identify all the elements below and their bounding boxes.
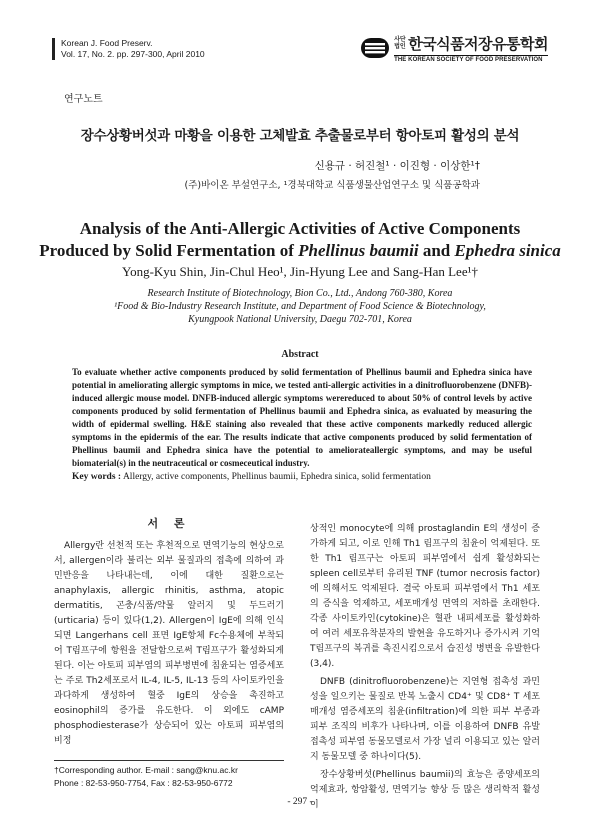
page-number: - 297 - [287,797,313,807]
society-header [360,33,548,63]
society-logo-icon [360,35,390,61]
species-name: Phellinus baumii [298,241,419,260]
body-column-left [54,510,284,752]
body-paragraph: DNFB (dinitrofluorobenzene)는 지연형 접촉성 과민성을 일으키는 물질로 반복 노출시 CD4⁺ 및 CD8⁺ T 세포 매개성 염증세포의 침윤(infiltration)에 의한 피부 부종과 피부 조직의 비후가 나타나며, 이를 이용하여 DNFB 유발 접촉성 피부염 동물모델로서 가장 널리 이용되고 있는 알러지 동물모델 중 하나이다(5). [310,677,540,762]
section-heading-introduction: 서 론 [147,517,191,530]
abstract-text: To evaluate whether active components produced by solid fermentation of Phellinus baumii and Ephedra sinica have potential in ameliorating allergic symptoms in mice, we tested anti-allergic activities in a dinitrofluorobenzene (DNFB)-induced allergic mouse model. DNFB-induced allergic symptoms werereduced to about 50% of control levels by active components produced by solid fermentation of Phellinus baumii and Ephedra sinica, as evaluated by measuring the width of epidermal swelling. H&E staining also revealed that these active components markedly reduced allergic symptoms in the epidermis of the ear. The results indicate that active components produced by solid fermentation of Phellinus baumii and Ephedra sinica have the potential to ameliorateallergic symptoms, and may be useful biomaterial(s) in the neutraceutical or cosmeceutical industry. [72,367,532,468]
journal-name: Korean J. Food Preserv. [61,38,153,48]
title-korean: 장수상황버섯과 마황을 이용한 고체발효 추출물로부터 항아토피 활성의 분석 [80,128,520,144]
affiliation-line: Research Institute of Biotechnology, Bion Co., Ltd., Andong 760-380, Korea [147,288,453,299]
keywords-label: Key words : [72,472,122,482]
title-text: Produced by Solid Fermentation of [39,241,299,260]
footnote-phone: Phone : 82-53-950-7754, Fax : 82-53-950-6772 [54,778,233,788]
title-text: and [418,241,455,260]
species-name: Ephedra sinica [454,241,561,260]
corresponding-author-footnote [54,760,284,790]
society-type: 사단 법인 [394,36,406,50]
journal-citation [52,38,205,60]
body-paragraph: 장수상황버섯(Phellinus baumii)의 효능은 종양세포의 억제효과, 항암활성, 면역기능 향상 등 많은 생리학적 활성이 [310,770,540,810]
body-column-right [310,522,540,816]
title-english [0,218,600,262]
affiliation-korean: (주)바이온 부설연구소, ¹경북대학교 식품생물산업연구소 및 식품공학과 [184,180,480,191]
abstract-heading: Abstract [281,349,319,360]
authors-korean: 신용규 · 허진철¹ · 이진형 · 이상한¹† [314,160,480,172]
affiliation-english [0,287,600,326]
title-english-line2 [0,240,600,262]
body-paragraph: Allergy란 선천적 또는 후천적으로 면역기능의 현상으로서, allergen이라 불리는 외부 물질과의 접촉에 의하여 과민반응을 나타내는데, 이에 대한 질환으로는 anaphylaxis, allergic rhinitis, asthma, atopic dermatitis, 곤충/식품/약물 알러지 및 두드러기(urticaria) 등이 있다(1,2). Allergen이 IgE에 의해 인식되면 Langerhans cell 표면 IgE항체 Fc수용체에 부착되어 T림프구에 항원을 전달함으로써 T림프구가 활성화되게 된다. 이는 아토피 피부염의 피부병변에 침윤되는 염증세포는 주로 Th2세포로서 IL-4, IL-5, IL-13 등의 사이토카인을 과다하게 생성하여 혈중 IgE의 상승을 촉진하고 eosinophil의 증가를 유도한다. 이 외에도 cAMP phosphodiesterase가 상승되어 있는 아토피 피부염의 비정 [54,541,284,746]
society-name-english: THE KOREAN SOCIETY OF FOOD PRESERVATION [394,55,548,63]
society-name-korean: 한국식품저장유통학회 [408,35,548,53]
affiliation-line: Kyungpook National University, Daegu 702-701, Korea [188,314,412,325]
keywords [72,472,552,482]
journal-volume: Vol. 17, No. 2. pp. 297-300, April 2010 [61,49,205,59]
authors-english: Yong-Kyu Shin, Jin-Chul Heo¹, Jin-Hyung Lee and Sang-Han Lee¹† [122,264,478,279]
body-paragraph: 상적인 monocyte에 의해 prostaglandin E의 생성이 증가하게 되고, 이로 인해 Th1 림프구의 침윤이 억제된다. 또한 Th1 림프구는 아토피 피부염에서 쉽게 활성화되는 spleen cell로부터 유리된 TNF (tumor necrosis factor)에 의해서도 억제된다. 결국 아토피 피부염에서 Th1 세포의 증식을 억제하고, 세포매개성 면역의 저하를 초래한다. 각종 사이토카인(cytokine)은 혈관 내피세포를 활성화하여 여러 세포유착분자의 발현을 유도하거나 증가시켜 기억 T림프구의 복귀를 촉진시킴으로서 습진성 병변을 유발한다(3,4). [310,524,540,669]
keywords-list: Allergy, active components, Phellinus baumii, Ephedra sinica, solid fermentation [122,472,431,482]
article-category: 연구노트 [64,94,103,105]
affiliation-line: ¹Food & Bio-Industry Research Institute, and Department of Food Science & Biotechnology, [114,301,486,312]
footnote-email: †Corresponding author. E-mail : sang@knu.ac.kr [54,765,238,775]
title-english-line1: Analysis of the Anti-Allergic Activities of Active Components [79,219,521,238]
